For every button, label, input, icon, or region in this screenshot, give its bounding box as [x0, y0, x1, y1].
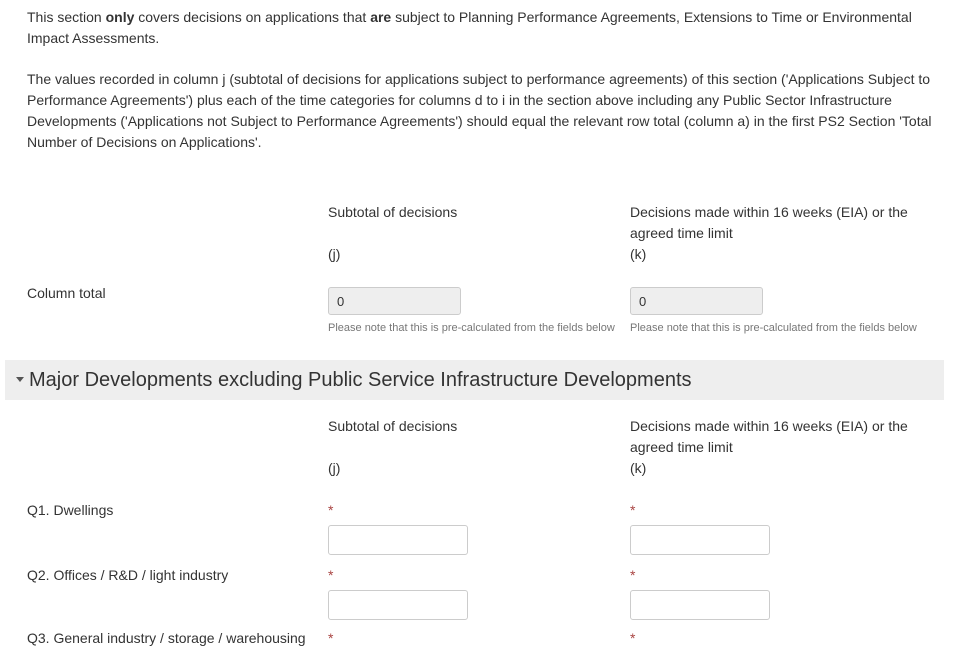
- column-total-k-input: [630, 287, 763, 315]
- intro-paragraph-2: The values recorded in column j (subtotal of decisions for applications subject to performance agreements) of this section ('Applications Subject to Performance Agreements') plus each of the time categories for columns d to i in the section above including any Public Sector Infrastructure Developments ('Applications not Subject to Performance Agreements') should equal the relevant row total (column a) in the first PS2 Section 'Total Number of Decisions on Applications'.: [27, 71, 932, 150]
- chevron-down-icon[interactable]: [16, 377, 24, 382]
- precalculated-note-j: Please note that this is pre-calculated from the fields below: [328, 322, 615, 334]
- section-column-j-header: [328, 416, 457, 479]
- required-asterisk: *: [630, 630, 636, 646]
- section-header-major-developments[interactable]: [5, 360, 944, 400]
- column-j-code: (j): [328, 246, 341, 262]
- column-k-code: (k): [630, 460, 647, 476]
- column-k-code: (k): [630, 246, 647, 262]
- column-total-j-input: [328, 287, 461, 315]
- column-total-label: Column total: [27, 285, 106, 301]
- intro-paragraph-1: [27, 7, 932, 49]
- column-j-code: (j): [328, 460, 341, 476]
- precalculated-note-k: Please note that this is pre-calculated from the fields below: [630, 322, 917, 334]
- intro-text: covers decisions on applications that: [134, 9, 371, 25]
- q1-subtotal-input[interactable]: [328, 525, 468, 555]
- intro-text: subject to Planning Performance Agreements, Extensions to Time or Environmental Impact Assessments.: [27, 9, 912, 46]
- section-column-k-header: [630, 416, 930, 479]
- column-j-title: Subtotal of decisions: [328, 204, 458, 220]
- row-label-q1: Q1. Dwellings: [27, 502, 114, 518]
- column-k-header: [630, 202, 930, 265]
- column-j-title: Subtotal of decisions: [328, 418, 458, 434]
- intro-emphasis-are: are: [370, 9, 392, 25]
- column-k-title: Decisions made within 16 weeks (EIA) or the agreed time limit: [630, 418, 908, 455]
- q2-within-limit-input[interactable]: [630, 590, 770, 620]
- q2-subtotal-input[interactable]: [328, 590, 468, 620]
- section-title: Major Developments excluding Public Service Infrastructure Developments: [29, 369, 692, 391]
- intro-text: This section: [27, 9, 106, 25]
- column-j-header: [328, 202, 457, 265]
- column-k-title: Decisions made within 16 weeks (EIA) or the agreed time limit: [630, 204, 908, 241]
- q1-within-limit-input[interactable]: [630, 525, 770, 555]
- required-asterisk: *: [328, 567, 334, 583]
- intro-emphasis-only: only: [105, 9, 135, 25]
- required-asterisk: *: [328, 630, 334, 646]
- required-asterisk: *: [630, 567, 636, 583]
- row-label-q3: Q3. General industry / storage / warehousing: [27, 630, 306, 646]
- required-asterisk: *: [328, 502, 334, 518]
- required-asterisk: *: [630, 502, 636, 518]
- row-label-q2: Q2. Offices / R&D / light industry: [27, 567, 229, 583]
